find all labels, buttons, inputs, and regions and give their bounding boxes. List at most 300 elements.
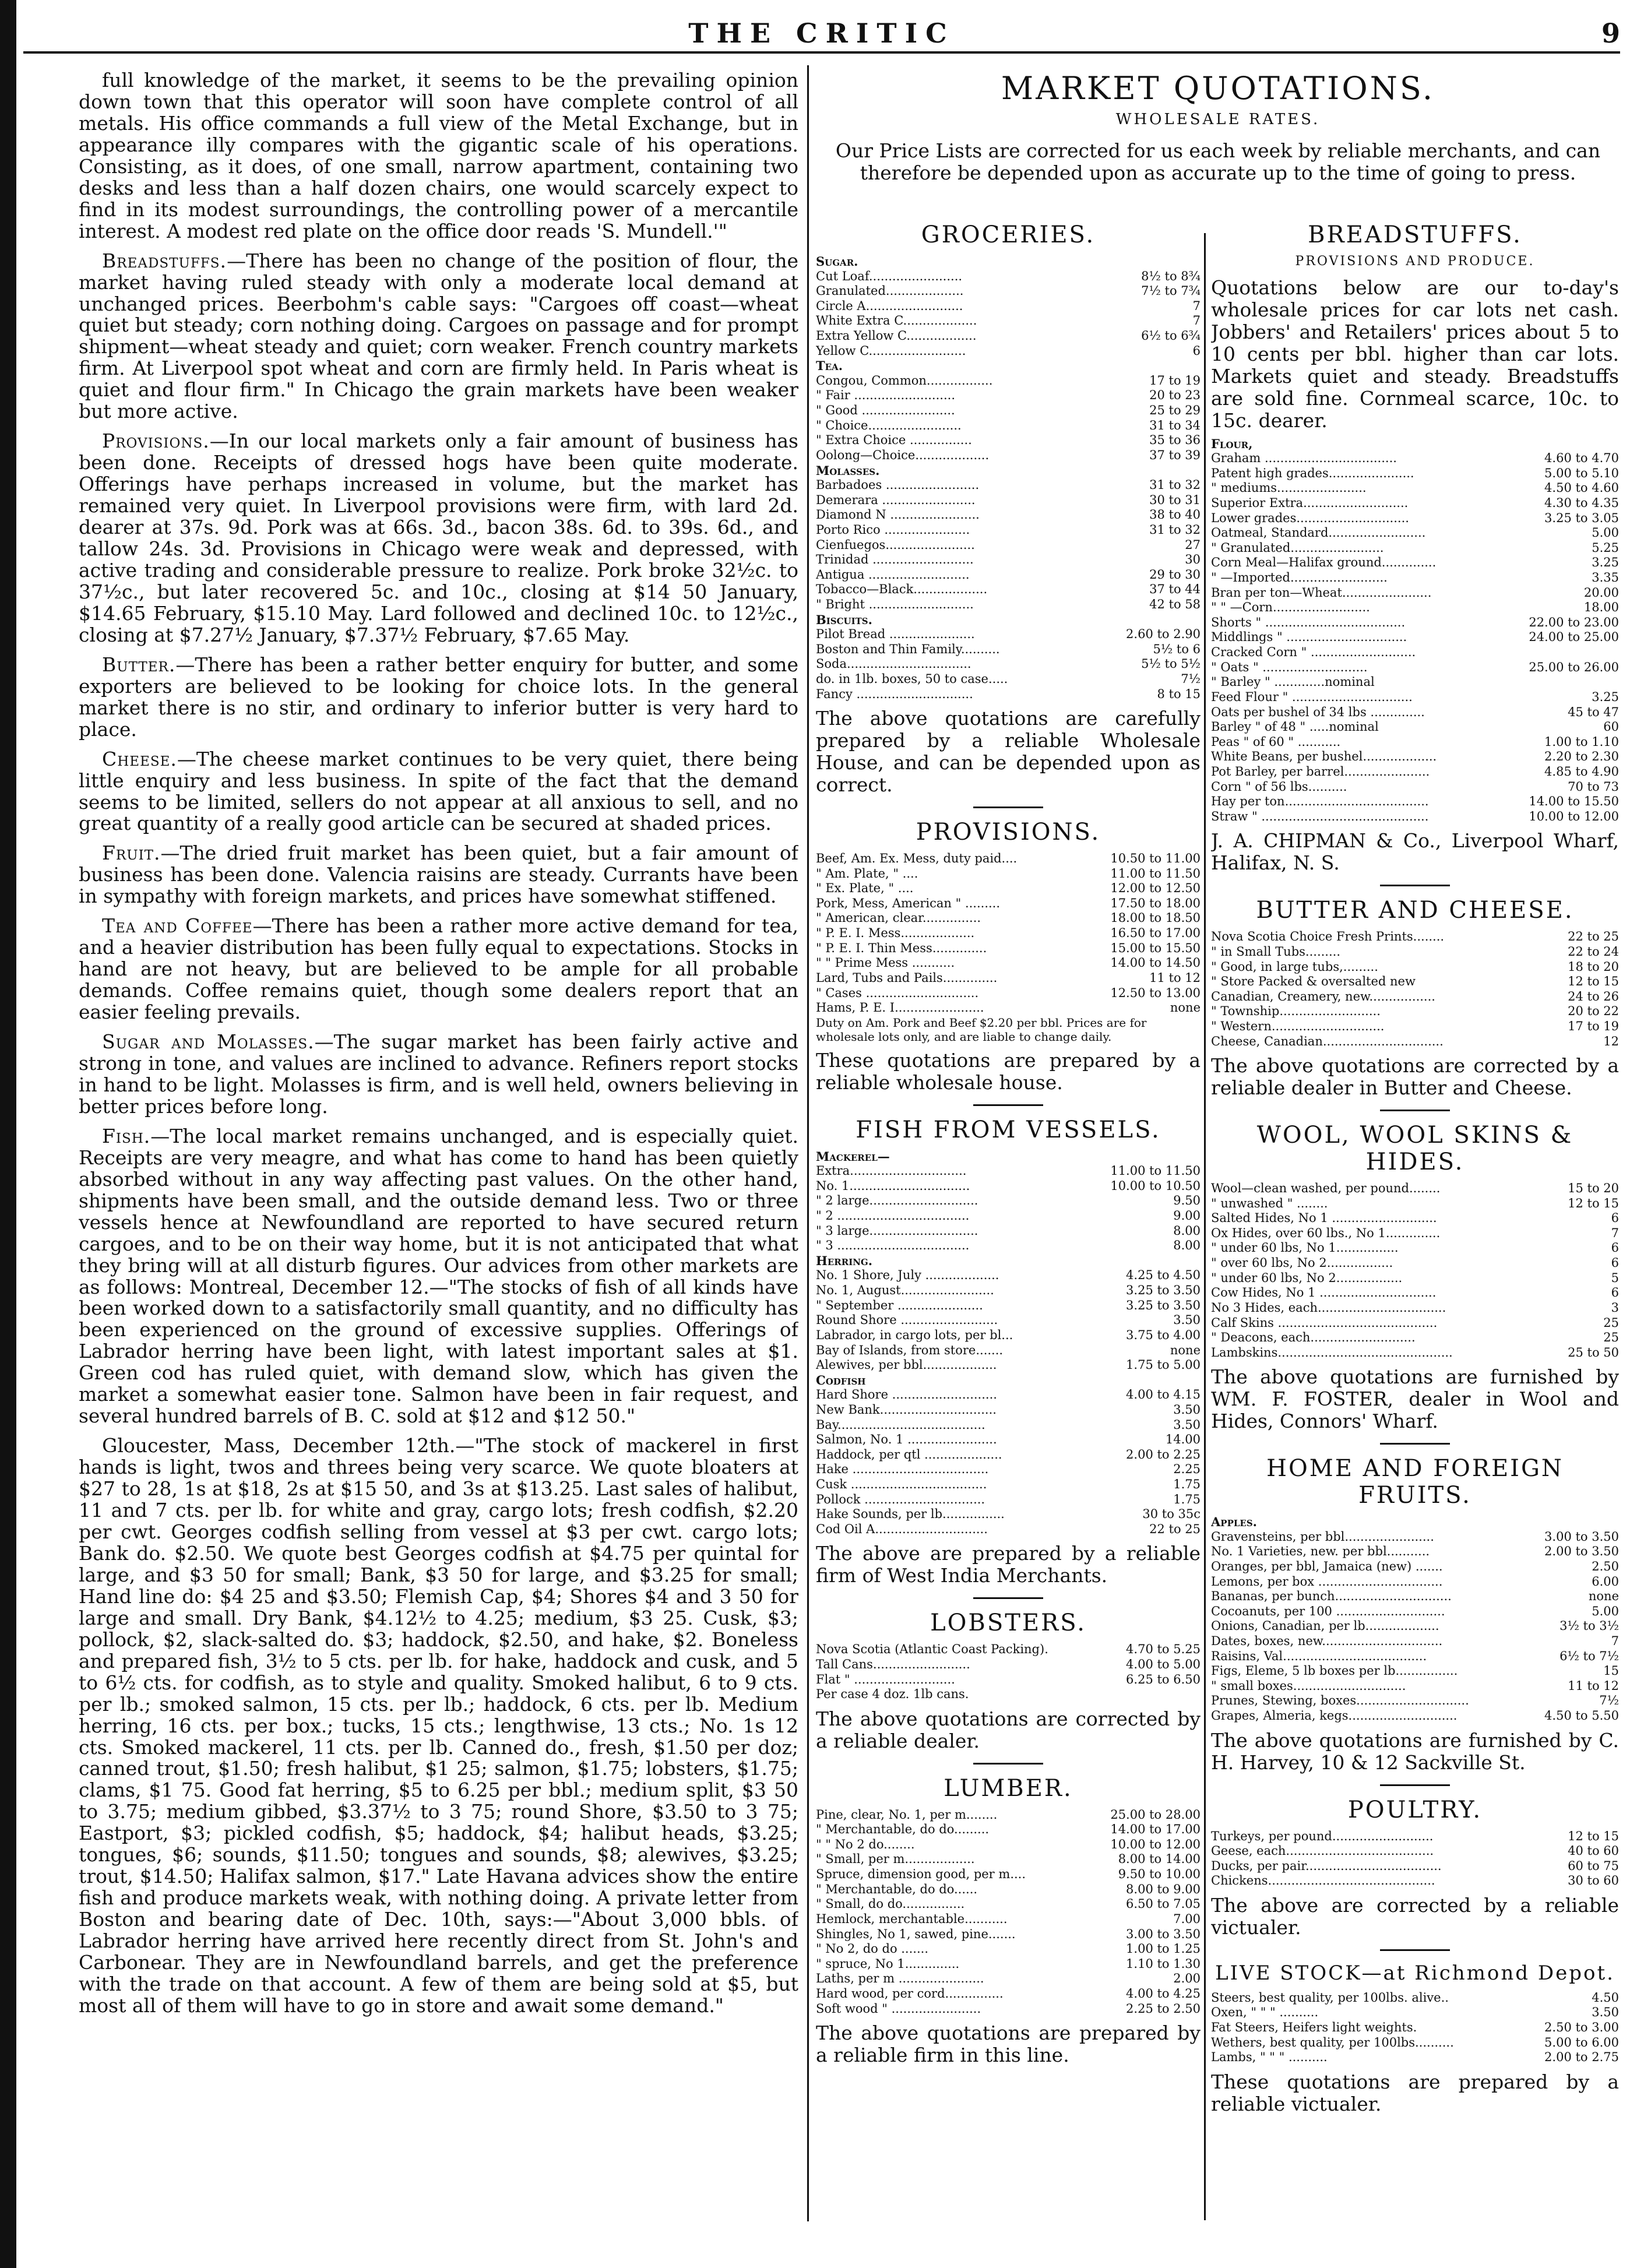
item-name: Oats per bushel of 34 lbs .............. bbox=[1211, 705, 1425, 719]
masthead-title: THE CRITIC bbox=[688, 17, 955, 49]
fruits-row bbox=[1211, 1604, 1619, 1619]
item-price: 2.00 to 3.50 bbox=[1544, 1544, 1619, 1559]
item-name: Nova Scotia Choice Fresh Prints........ bbox=[1211, 929, 1445, 944]
breadstuffs-row bbox=[1211, 765, 1619, 780]
groceries-row bbox=[816, 418, 1201, 434]
item-price bbox=[1076, 1253, 1201, 1269]
lobsters-note: The above quotations are corrected by a reliable dealer. bbox=[816, 1707, 1201, 1752]
market-quotations-intro: Our Price Lists are corrected for us each week by reliable merchants, and can therefore be depended upon as accurate up to the time of going to press. bbox=[835, 139, 1601, 184]
fruits-row bbox=[1211, 1559, 1619, 1575]
wool-row bbox=[1211, 1330, 1619, 1346]
fruits-row bbox=[1211, 1679, 1619, 1694]
item-name: Circle A......................... bbox=[816, 298, 963, 313]
breadstuffs-row bbox=[1211, 645, 1619, 660]
lumber-row bbox=[816, 1942, 1201, 1957]
item-price: 30 bbox=[1185, 552, 1201, 567]
item-price: 3.25 to 3.50 bbox=[1126, 1283, 1201, 1298]
item-price bbox=[1089, 254, 1201, 269]
item-price: 14.00 to 17.00 bbox=[1110, 1822, 1201, 1837]
item-price bbox=[1076, 1373, 1201, 1388]
item-price: 5.00 to 5.10 bbox=[1544, 466, 1619, 480]
breadstuffs-row bbox=[1211, 720, 1619, 735]
provisions-row bbox=[816, 896, 1201, 911]
item-price: 8 to 15 bbox=[1157, 686, 1201, 701]
wool-row bbox=[1211, 1316, 1619, 1331]
item-name: Cheese, Canadian............................... bbox=[1211, 1034, 1444, 1048]
item-price bbox=[1499, 675, 1619, 690]
item-name: Alewives, per bbl................... bbox=[816, 1358, 997, 1372]
groceries-row bbox=[816, 388, 1201, 403]
provisions-row bbox=[816, 926, 1201, 941]
wool-row bbox=[1211, 1256, 1619, 1271]
item-name: " spruce, No 1.............. bbox=[816, 1956, 960, 1971]
market-quotations-subtitle: WHOLESALE RATES. bbox=[1115, 111, 1321, 128]
fish-row bbox=[816, 1209, 1201, 1224]
item-price: 30 to 31 bbox=[1149, 492, 1201, 507]
provisions-row bbox=[816, 986, 1201, 1001]
fruits-row bbox=[1211, 1575, 1619, 1590]
breadstuffs-row bbox=[1211, 660, 1619, 675]
item-name: No. 1 Shore, July ................... bbox=[816, 1268, 999, 1283]
item-name: Turkeys, per pound.......................... bbox=[1211, 1829, 1434, 1843]
item-price: 5.00 to 6.00 bbox=[1544, 2035, 1619, 2049]
item-name: " unwashed " ........ bbox=[1211, 1196, 1328, 1210]
item-price: none bbox=[1170, 1001, 1201, 1015]
item-name: Bay of Islands, from store....... bbox=[816, 1343, 1004, 1357]
lumber-row bbox=[816, 1808, 1201, 1823]
fish-row bbox=[816, 1492, 1201, 1508]
item-price: 15.00 to 15.50 bbox=[1110, 941, 1201, 955]
item-name: " Choice........................ bbox=[816, 418, 962, 432]
item-price: 9.50 bbox=[1173, 1193, 1201, 1208]
item-price: 6.00 bbox=[1592, 1574, 1619, 1589]
item-name: Hard wood, per cord............... bbox=[816, 1986, 1004, 2001]
item-name: Lower grades............................. bbox=[1211, 510, 1409, 525]
item-price: 6.25 to 6.50 bbox=[1126, 1672, 1201, 1686]
section-divider bbox=[1380, 1110, 1450, 1111]
groceries-heading: GROCERIES. bbox=[921, 221, 1096, 248]
item-name: " over 60 lbs, No 2................. bbox=[1211, 1256, 1393, 1270]
item-name: " under 60 lbs, No 1................ bbox=[1211, 1241, 1399, 1255]
item-price bbox=[1499, 436, 1619, 452]
market-quotations-title: MARKET QUOTATIONS. bbox=[1001, 70, 1435, 107]
butter-row bbox=[1211, 1004, 1619, 1019]
groceries-row bbox=[816, 493, 1201, 508]
item-name: White Extra C................... bbox=[816, 314, 977, 328]
item-price: 20 to 22 bbox=[1568, 1004, 1619, 1019]
breadstuffs-row bbox=[1211, 749, 1619, 765]
section-divider bbox=[973, 807, 1043, 808]
fish-row bbox=[816, 1343, 1201, 1358]
item-price: 14.00 to 15.50 bbox=[1529, 794, 1619, 809]
item-name: " mediums....................... bbox=[1211, 481, 1367, 495]
paragraph-lead: Provisions. bbox=[102, 429, 210, 453]
lumber-row bbox=[816, 1897, 1201, 1912]
groceries-row bbox=[816, 597, 1201, 612]
quotations-column-middle bbox=[816, 216, 1201, 2255]
breadstuffs-row bbox=[1211, 675, 1619, 690]
masthead bbox=[23, 17, 1620, 54]
item-name: Molasses. bbox=[816, 463, 880, 478]
item-price: 4.25 to 4.50 bbox=[1126, 1268, 1201, 1283]
lumber-row bbox=[816, 1912, 1201, 1927]
provisions-row bbox=[816, 851, 1201, 867]
item-price: 16.50 to 17.00 bbox=[1110, 926, 1201, 941]
item-name: New Bank.............................. bbox=[816, 1402, 997, 1417]
item-name: Bay...................................... bbox=[816, 1417, 985, 1432]
item-name: Shingles, No 1, sawed, pine....... bbox=[816, 1927, 1016, 1941]
item-name: Peas " of 60 " ........... bbox=[1211, 734, 1341, 749]
breadstuffs-row bbox=[1211, 481, 1619, 496]
groceries-row bbox=[816, 568, 1201, 583]
paragraph-lead: Cheese. bbox=[102, 747, 177, 770]
item-name: No. 1 Varieties, new. per bbl........... bbox=[1211, 1544, 1430, 1559]
item-price: 6 bbox=[1611, 1256, 1619, 1270]
market-report-paragraph bbox=[79, 1031, 798, 1118]
item-price: 25 bbox=[1603, 1315, 1619, 1330]
fruits-row bbox=[1211, 1589, 1619, 1604]
item-price: 3.00 to 3.50 bbox=[1126, 1927, 1201, 1941]
item-price bbox=[1076, 1149, 1201, 1164]
market-report-paragraph bbox=[79, 915, 798, 1023]
item-name: Corn Meal—Halifax ground.............. bbox=[1211, 555, 1437, 570]
item-name: Extra.............................. bbox=[816, 1164, 967, 1178]
item-price: 31 to 32 bbox=[1149, 478, 1201, 492]
item-name: Soda................................ bbox=[816, 657, 971, 671]
item-name: Tall Cans......................... bbox=[816, 1657, 970, 1671]
market-report-paragraph bbox=[79, 843, 798, 907]
paragraph-text: Gloucester, Mass, December 12th.—"The stock of mackerel in first hands is light, twos and threes being very scarce. We quote bloaters at $27 to 28, 1s at $18, 2s at $15 50, and 3s at $13.25. Last sales of halibut, 11 and 7 cts. per lb. for white and gray, cargo lots; fresh codfish, $2.20 per cwt. Georges codfish selling from vessel at $3 per cwt. cargo lots; Bank do. $2.50. We quote best Georges codfish at $4.75 per quintal for large, and $3 50 for small; Bank, $3 50 for large, and $3.25 for small; Hand line do: $4 25 and $3.50; Flemish Cap, $4; Shores $4 and 3 50 for large and small. Dry Bank, $4.12½ to 4.25; medium, $3 25. Cusk, $3; pollock, $2, slack-salted do. $3; haddock, $2.50, and hake, $2. Boneless and prepared fish, 3½ to 5 cts. per lb. for hake, haddock and cusk, and 5 to 6½ cts. for codfish, as to style and quality. Smoked halibut, 6 to 9 cts. per lb.; smoked salmon, 15 cts. per lb.; haddock, 6 cts. per lb. Medium herring, 16 cts. per box.; tucks, 15 cts.; lengthwise, 13 cts.; No. 1s 12 cts. Smoked mackerel, 11 cts. per lb. Canned do., fresh, $1.50 per doz; canned trout, $1.50; fresh halibut, $1 25; salmon, $1.75; lobsters, $1.75; clams, $1 75. Good fat herring, $5 to 6.25 per bbl.; medium split, $3 50 to 3.75; medium gibbed, $3.37½ to 3 75; round Shore, $3.50 to 3 75; Eastport, $3; pickled codfish, $5; haddock, $4; halibut heads, $3.25; tongues, $6; sounds, $11.50; tongues and sounds, $8; alewives, $3.25; trout, $14.50; Halifax salmon, $17." Late Havana advices show the entire fish and produce markets weak, with nothing doing. A private letter from Boston and bearing date of Dec. 10th, says:—"About 3,000 bbls. of Labrador herring have arrived here recently direct from St. John's and Carbonear. They are in Newfoundland barrels, and get the preference with the trade on that account. A few of them are being sold at $5, but most all of them will have to go in store and await some demand." bbox=[79, 1434, 798, 2017]
section-divider bbox=[1380, 885, 1450, 886]
fish-heading: FISH FROM VESSELS. bbox=[856, 1116, 1161, 1143]
item-price: 42 to 58 bbox=[1149, 597, 1201, 612]
wool-row bbox=[1211, 1286, 1619, 1301]
item-price: 24 to 26 bbox=[1568, 989, 1619, 1003]
item-name: Round Shore ......................... bbox=[816, 1313, 998, 1327]
groceries-row bbox=[816, 538, 1201, 553]
item-name: Biscuits. bbox=[816, 612, 872, 627]
item-name: Barbadoes ........................ bbox=[816, 478, 980, 492]
wool-note: The above quotations are furnished by WM. F. FOSTER, dealer in Wool and Hides, Connors' Wharf. bbox=[1211, 1365, 1619, 1433]
item-price: 4.50 bbox=[1592, 1990, 1619, 2005]
item-price: 22 to 25 bbox=[1149, 1522, 1201, 1536]
paragraph-text: —The sugar market has been fairly active and strong in tone, and values are inclined to advance. Refiners report stocks in hand to be light. Molasses is firm, and is well held, owners believing in better prices before long. bbox=[79, 1030, 798, 1118]
item-name: " Fair .......................... bbox=[816, 388, 955, 403]
groceries-row bbox=[816, 657, 1201, 672]
paragraph-lead: Fish. bbox=[102, 1124, 151, 1147]
fish-row bbox=[816, 1462, 1201, 1477]
livestock-row bbox=[1211, 2005, 1619, 2020]
fish-row bbox=[816, 1238, 1201, 1253]
item-name: " " —Corn......................... bbox=[1211, 600, 1370, 615]
item-name: Feed Flour " ............................... bbox=[1211, 689, 1413, 704]
item-name: Cusk ................................... bbox=[816, 1477, 987, 1492]
item-price: 7 bbox=[1611, 1634, 1619, 1649]
item-price: 45 to 47 bbox=[1568, 705, 1619, 719]
fish-row bbox=[816, 1283, 1201, 1298]
section-divider bbox=[1380, 1443, 1450, 1445]
item-price: 25 to 29 bbox=[1149, 403, 1201, 418]
groceries-row bbox=[816, 687, 1201, 702]
item-price: 37 to 39 bbox=[1149, 448, 1201, 462]
paragraph-lead: Tea and Coffee bbox=[102, 914, 253, 938]
item-name: Patent high grades...................... bbox=[1211, 466, 1414, 480]
item-name: " Good, in large tubs,......... bbox=[1211, 959, 1378, 974]
item-price: 7 bbox=[1192, 298, 1201, 313]
item-price: 6 bbox=[1611, 1241, 1619, 1255]
market-report-paragraph bbox=[79, 749, 798, 835]
wool-heading: WOOL, WOOL SKINS & HIDES. bbox=[1256, 1122, 1573, 1176]
breadstuffs-row bbox=[1211, 630, 1619, 645]
item-name: Flat " .......................... bbox=[816, 1672, 955, 1686]
wool-row bbox=[1211, 1226, 1619, 1241]
item-name: " 3 large............................ bbox=[816, 1223, 978, 1238]
item-price: 25 bbox=[1603, 1330, 1619, 1345]
item-name: " Extra Choice ................ bbox=[816, 433, 972, 448]
item-price: 10.00 to 12.00 bbox=[1110, 1837, 1201, 1851]
item-name: " Township.......................... bbox=[1211, 1004, 1381, 1019]
item-name: Lemons, per box ................................ bbox=[1211, 1574, 1443, 1589]
item-name: " Cases ............................. bbox=[816, 985, 979, 1000]
section-divider bbox=[1380, 1949, 1450, 1951]
butter-row bbox=[1211, 945, 1619, 960]
item-price bbox=[1089, 463, 1201, 478]
item-price: 3.25 to 3.50 bbox=[1126, 1298, 1201, 1312]
butter-row bbox=[1211, 929, 1619, 945]
groceries-row bbox=[816, 358, 1201, 374]
butter-row bbox=[1211, 989, 1619, 1005]
item-price: 20 to 23 bbox=[1149, 388, 1201, 403]
item-price: 2.25 to 2.50 bbox=[1126, 2001, 1201, 2016]
fruits-row bbox=[1211, 1664, 1619, 1679]
item-price: 7½ to 7¾ bbox=[1141, 284, 1201, 298]
item-price: 60 bbox=[1603, 720, 1619, 734]
item-price: 15 bbox=[1603, 1664, 1619, 1678]
item-name: Superior Extra........................... bbox=[1211, 496, 1409, 510]
item-name: Tea. bbox=[816, 358, 843, 374]
item-price: 3.35 bbox=[1592, 570, 1619, 585]
item-name: Demerara ........................ bbox=[816, 492, 976, 507]
item-price: 5.00 bbox=[1592, 526, 1619, 540]
groceries-row bbox=[816, 329, 1201, 344]
groceries-row bbox=[816, 254, 1201, 269]
fish-row bbox=[816, 1477, 1201, 1492]
item-price: 8.00 bbox=[1173, 1238, 1201, 1253]
item-price: 30 to 60 bbox=[1568, 1873, 1619, 1888]
column-rule bbox=[1204, 233, 1206, 2220]
paragraph-text: —There has been a rather better enquiry for butter, and some exporters are believed to be looking for choice lots. In the general market there is no stir, and ordinary to inferior butter is very hard to place. bbox=[79, 653, 798, 741]
fish-row bbox=[816, 1224, 1201, 1239]
item-price: 70 to 73 bbox=[1568, 779, 1619, 794]
item-price: 12.50 to 13.00 bbox=[1110, 985, 1201, 1000]
fish-row bbox=[816, 1193, 1201, 1209]
item-name: " " Prime Mess ........... bbox=[816, 956, 955, 970]
item-name: Granulated.................... bbox=[816, 284, 964, 298]
paragraph-lead: Fruit. bbox=[102, 841, 161, 865]
item-name: Gravensteins, per bbl....................... bbox=[1211, 1529, 1434, 1544]
item-name: Canadian, Creamery, new................. bbox=[1211, 989, 1435, 1003]
item-name: Extra Yellow C.................. bbox=[816, 329, 977, 343]
item-name: Oranges, per bbl, Jamaica (new) ....... bbox=[1211, 1559, 1443, 1573]
fish-row bbox=[816, 1253, 1201, 1269]
item-price: 6 bbox=[1611, 1211, 1619, 1225]
breadstuffs-row bbox=[1211, 496, 1619, 511]
item-name: " P. E. I. Mess................... bbox=[816, 926, 975, 941]
item-price: 7 bbox=[1611, 1225, 1619, 1240]
item-name: Hay per ton..................................... bbox=[1211, 794, 1429, 809]
page-number: 9 bbox=[1601, 17, 1620, 49]
livestock-row bbox=[1211, 2035, 1619, 2051]
item-price: 3.50 bbox=[1592, 2005, 1619, 2020]
lobsters-heading: LOBSTERS. bbox=[930, 1610, 1086, 1637]
provisions-row bbox=[816, 881, 1201, 896]
item-name: Per case 4 doz. 1lb cans. bbox=[816, 1687, 969, 1702]
item-price: 4.85 to 4.90 bbox=[1544, 764, 1619, 779]
breadstuffs-row bbox=[1211, 705, 1619, 720]
item-price: 7.00 bbox=[1173, 1911, 1201, 1926]
item-name: Spruce, dimension good, per m.... bbox=[816, 1867, 1026, 1882]
item-name: " in Small Tubs......... bbox=[1211, 944, 1341, 959]
item-price: 8.00 to 9.00 bbox=[1126, 1882, 1201, 1896]
item-price: 14.00 bbox=[1165, 1432, 1201, 1447]
poultry-table bbox=[1211, 1829, 1619, 1889]
butter-row bbox=[1211, 1019, 1619, 1034]
item-name: " Granulated........................ bbox=[1211, 540, 1384, 555]
item-price: 15 to 20 bbox=[1568, 1181, 1619, 1196]
item-name: Trinidad .......................... bbox=[816, 552, 974, 567]
fish-row bbox=[816, 1522, 1201, 1537]
item-name: Flour, bbox=[1211, 436, 1253, 451]
item-name: Haddock, per qtl .................... bbox=[816, 1447, 1002, 1461]
item-price: 24.00 to 25.00 bbox=[1529, 630, 1619, 645]
item-price: 4.00 to 4.15 bbox=[1126, 1387, 1201, 1402]
item-name: Laths, per m ...................... bbox=[816, 1971, 984, 1986]
wool-row bbox=[1211, 1301, 1619, 1316]
groceries-row bbox=[816, 552, 1201, 568]
scan-edge-shadow bbox=[0, 0, 16, 2268]
item-name: Mackerel— bbox=[816, 1149, 890, 1164]
poultry-note: The above are corrected by a reliable victualer. bbox=[1211, 1894, 1619, 1939]
item-price bbox=[1104, 1687, 1201, 1702]
item-name: Calf Skins ......................................... bbox=[1211, 1315, 1438, 1330]
lobsters-row bbox=[816, 1687, 1201, 1702]
item-name: Boston and Thin Family.......... bbox=[816, 642, 1000, 656]
item-name: Cod Oil A............................. bbox=[816, 1522, 988, 1536]
item-name: Pilot Bread ...................... bbox=[816, 627, 975, 642]
fish-note: The above are prepared by a reliable firm of West India Merchants. bbox=[816, 1542, 1201, 1587]
livestock-heading: LIVE STOCK—at Richmond Depot. bbox=[1215, 1961, 1615, 1985]
item-name: Prunes, Stewing, boxes............................. bbox=[1211, 1693, 1469, 1708]
item-price: 3.00 to 3.50 bbox=[1544, 1529, 1619, 1544]
fruits-row bbox=[1211, 1693, 1619, 1709]
item-name: Hard Shore ........................... bbox=[816, 1387, 997, 1402]
item-name: " small boxes............................. bbox=[1211, 1678, 1406, 1693]
lumber-row bbox=[816, 1987, 1201, 2002]
item-name: Codfish bbox=[816, 1372, 866, 1387]
item-price: 6.50 to 7.05 bbox=[1126, 1897, 1201, 1911]
item-price: 10.00 to 10.50 bbox=[1110, 1178, 1201, 1193]
provisions-row bbox=[816, 941, 1201, 956]
item-price: 6½ to 7½ bbox=[1559, 1649, 1619, 1663]
item-name: Oxen, " " " .......... bbox=[1211, 2005, 1319, 2020]
item-price: 7½ bbox=[1181, 672, 1201, 686]
groceries-row bbox=[816, 344, 1201, 359]
item-price: 3.25 bbox=[1592, 689, 1619, 704]
item-price: 3½ to 3½ bbox=[1559, 1619, 1619, 1633]
item-price: 17.50 to 18.00 bbox=[1110, 896, 1201, 910]
fish-row bbox=[816, 1328, 1201, 1343]
provisions-row bbox=[816, 911, 1201, 926]
breadstuffs-row bbox=[1211, 436, 1619, 452]
fish-row bbox=[816, 1387, 1201, 1403]
fish-row bbox=[816, 1418, 1201, 1433]
item-name: Oolong—Choice................... bbox=[816, 448, 990, 462]
fruits-row bbox=[1211, 1709, 1619, 1724]
lumber-row bbox=[816, 1971, 1201, 1987]
wool-row bbox=[1211, 1181, 1619, 1196]
item-price: 4.60 to 4.70 bbox=[1544, 451, 1619, 466]
breadstuffs-note: J. A. CHIPMAN & Co., Liverpool Wharf, Halifax, N. S. bbox=[1211, 829, 1619, 875]
fruits-row bbox=[1211, 1634, 1619, 1649]
breadstuffs-heading: BREADSTUFFS. bbox=[1308, 221, 1522, 248]
item-name: Herring. bbox=[816, 1253, 873, 1268]
market-report-paragraphs bbox=[79, 70, 798, 2017]
groceries-row bbox=[816, 299, 1201, 314]
item-name: Congou, Common................. bbox=[816, 373, 993, 388]
lumber-row bbox=[816, 1957, 1201, 1972]
lobsters-row bbox=[816, 1672, 1201, 1688]
item-name: White Beans, per bushel................... bbox=[1211, 749, 1437, 764]
groceries-note: The above quotations are carefully prepared by a reliable Wholesale House, and can be depended upon as correct. bbox=[816, 707, 1201, 797]
item-name: " No 2, do do ....... bbox=[816, 1942, 928, 1956]
item-price: 2.00 to 2.25 bbox=[1126, 1447, 1201, 1461]
item-price bbox=[1499, 645, 1619, 660]
item-price: 18.00 to 18.50 bbox=[1110, 911, 1201, 925]
item-name: Onions, Canadian, per lb................... bbox=[1211, 1619, 1439, 1633]
item-name: Corn " of 56 lbs.......... bbox=[1211, 779, 1347, 794]
butter-row bbox=[1211, 974, 1619, 989]
item-name: Hake ................................... bbox=[816, 1462, 989, 1477]
groceries-row bbox=[816, 374, 1201, 389]
item-name: Hake Sounds, per lb................ bbox=[816, 1507, 1005, 1522]
groceries-row bbox=[816, 627, 1201, 642]
item-name: Oatmeal, Standard......................... bbox=[1211, 526, 1426, 540]
section-divider bbox=[973, 1763, 1043, 1765]
item-price: 30 to 35c bbox=[1142, 1507, 1201, 1522]
item-name: Cocoanuts, per 100 ............................ bbox=[1211, 1604, 1445, 1618]
breadstuffs-row bbox=[1211, 511, 1619, 526]
breadstuffs-row bbox=[1211, 600, 1619, 615]
item-name: Antigua .......................... bbox=[816, 567, 970, 582]
paragraph-text: —In our local markets only a fair amount of business has been done. Receipts of dressed hogs have been quite moderate. Offerings have perhaps increased in volume, but the market has remained very quiet. In Liverpool provisions were firm, with lard 2d. dearer at 37s. 9d. Pork was at 66s. 3d., bacon 38s. 6d. to 39s. 6d., and tallow 24s. 3d. Provisions in Chicago were weak and depressed, with active trading and considerable pressure to realize. Pork broke 32½c. to 37½c., but later recovered 5c. and 10c., closing at $14 50 January, $14.65 February, $15.10 May. Lard followed and declined 10c. to 12½c., closing at $7.27½ January, $7.37½ February, $7.65 May. bbox=[79, 429, 798, 646]
item-price: 2.00 bbox=[1173, 1971, 1201, 1986]
item-name: Fat Steers, Heifers light weights. bbox=[1211, 2020, 1417, 2035]
item-name: Soft wood " ....................... bbox=[816, 2001, 981, 2016]
provisions-fine-print: Duty on Am. Pork and Beef $2.20 per bbl. Prices are for wholesale lots only, and are liable to change daily. bbox=[816, 1015, 1147, 1044]
groceries-row bbox=[816, 523, 1201, 538]
provisions-table bbox=[816, 851, 1201, 1016]
item-name: No. 1, August........................ bbox=[816, 1283, 994, 1298]
item-price: 12 to 15 bbox=[1568, 1196, 1619, 1210]
item-name: Wethers, best quality, per 100lbs.......... bbox=[1211, 2035, 1454, 2049]
fish-row bbox=[816, 1403, 1201, 1418]
groceries-row bbox=[816, 284, 1201, 299]
item-name: " American, clear............... bbox=[816, 911, 981, 925]
item-name: Bran per ton—Wheat....................... bbox=[1211, 585, 1432, 600]
item-name: Geese, each...................................... bbox=[1211, 1844, 1434, 1858]
item-price: 4.00 to 4.25 bbox=[1126, 1986, 1201, 2001]
item-name: Tobacco—Black................... bbox=[816, 582, 988, 597]
